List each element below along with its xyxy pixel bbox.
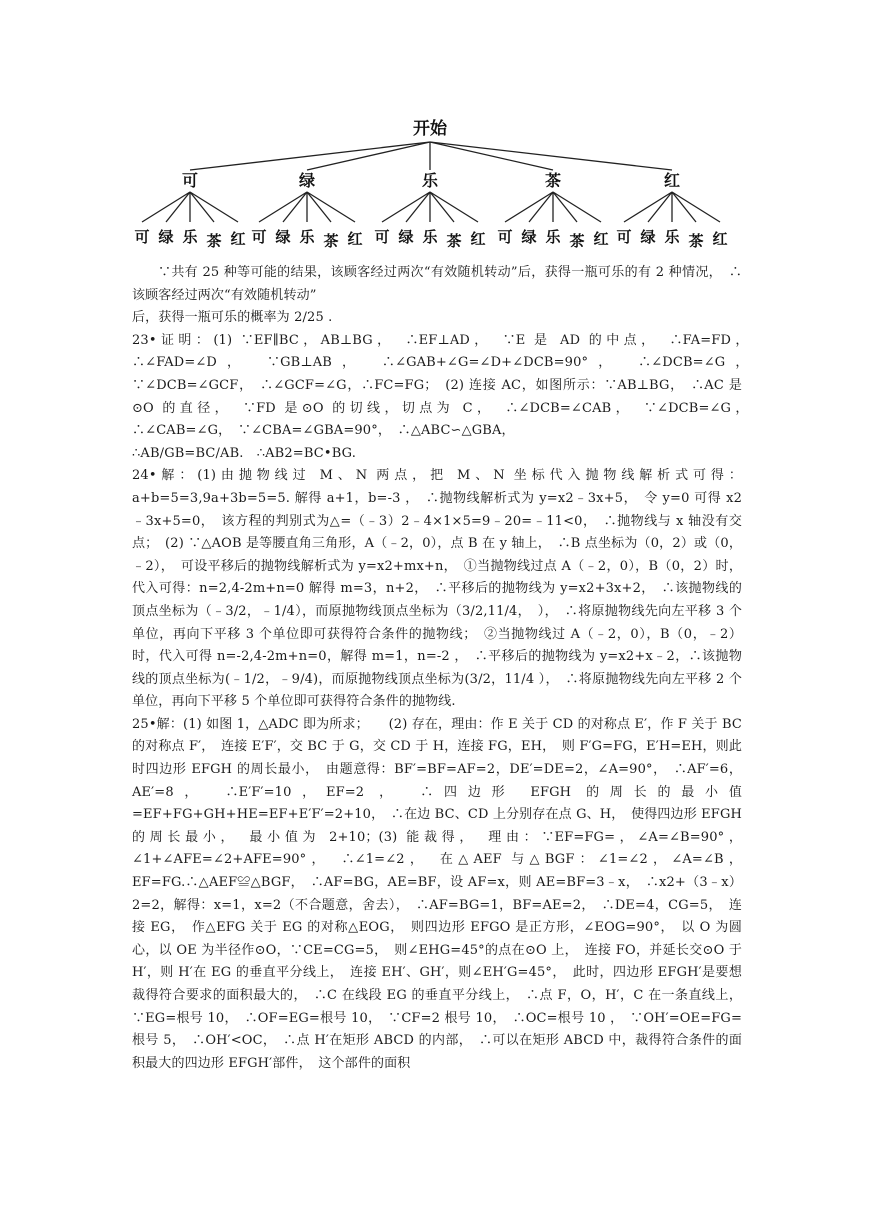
tree-edge — [505, 192, 553, 222]
solution-text — [132, 262, 756, 1075]
tree-leaf-label: 绿 — [398, 228, 414, 246]
tree-edge — [430, 142, 553, 170]
tree-leaf-label: 茶 — [569, 232, 585, 250]
tree-leaf-label: 茶 — [323, 232, 339, 250]
tree-branch-label: 乐 — [421, 171, 439, 190]
tree-root: 开始 — [413, 119, 447, 139]
tree-leaf-label: 乐 — [422, 228, 438, 246]
tree-leaf-label: 红 — [470, 230, 486, 248]
tree-edge — [430, 142, 672, 170]
paragraph-22-probability: 后，获得一瓶可乐的概率为 2/25 . — [132, 310, 333, 326]
tree-edge — [190, 142, 430, 170]
paragraph-24-solution: 24•解：(1)由抛物线过 M、N 两点，把 M、N 坐标代入抛物线解析式可得：a+b=5=3,9a+3b=5=5. 解得 a+1，b=-3 ， ∴抛物线解析式为 y=x2﹣3x+5， 令 y=0 可得 x2﹣3x+5=0， 该方程的判别式为△=（﹣3）2﹣4×1×5=9﹣20=﹣11<0， ∴抛物线与 x 轴没有交点； (2) ∵△AOB 是等腰直角三角形，A（﹣2，0），点 B 在 y 轴上， ∴B 点坐标为（0，2）或（0，﹣2）， 可设平移后的抛物线解析式为 y=x2+mx+n， ①当抛物线过点 A（﹣2，0），B（0，2）时，代入可得：n=2,4-2m+n=0 解得 m=3，n+2， ∴平移后的抛物线为 y=x2+3x+2， ∴该抛物线的顶点坐标为（﹣3/2，﹣1/4），而原抛物线顶点坐标为（3/2,11/4， ）， ∴将原抛物线先向左平移 3 个单位，再向下平移 3 个单位即可获得符合条件的抛物线； ②当抛物线过 A（﹣2，0），B（0，﹣2）时，代入可得 n=-2,4-2m+n=0，解得 m=1，n=-2 ， ∴平移后的抛物线为 y=x2+x﹣2，∴该抛物线的顶点坐标为(﹣1/2，﹣9/4)，而原抛物线顶点坐标为(3/2，11/4 ）， ∴将原抛物线先向左平移 2 个单位，再向下平移 5 个单位即可获得符合条件的抛物线. — [132, 468, 742, 710]
tree-leaf-label: 绿 — [521, 228, 537, 246]
tree-edge — [529, 192, 553, 222]
tree-leaf-label: 绿 — [158, 228, 174, 246]
tree-leaf-label: 可 — [374, 228, 390, 246]
tree-leaf-label: 可 — [616, 228, 632, 246]
tree-leaf-label: 茶 — [688, 232, 704, 250]
tree-leaf-label: 乐 — [664, 228, 680, 246]
tree-leaf-label: 绿 — [275, 228, 291, 246]
tree-edge — [190, 192, 214, 222]
tree-branch-label: 茶 — [544, 171, 562, 190]
tree-leaf-label: 乐 — [182, 228, 198, 246]
tree-leaf-label: 乐 — [299, 228, 315, 246]
tree-leaf-label: 红 — [593, 230, 609, 248]
paragraph-25-solution: 25•解：(1) 如图 1，△ADC 即为所求； (2) 存在，理由：作 E 关于 CD 的对称点 E′，作 F 关于 BC 的对称点 F′， 连接 E′F′，交 BC 于 G，交 CD 于 H，连接 FG，EH， 则 F′G=FG，E′H=EH，则此时四边形 EFGH 的周长最小， 由题意得：BF′=BF=AF=2，DE′=DE=2，∠A=90°， ∴AF′=6，AE′=8， ∴E′F′=10，EF=2 ， ∴四边形 EFGH 的周长的最小值=EF+FG+GH+HE=EF+E′F′=2+10， ∴在边 BC、CD 上分别存在点 G、H， 使得四边形 EFGH 的周长最小， 最小值为 2+10；(3) 能裁得， 理由：∵EF=FG=，∠A=∠B=90°，∠1+∠AFE=∠2+AFE=90°， ∴∠1=∠2， 在△AEF 与△BGF：∠1=∠2，∠A=∠B，EF=FG.∴△AEF≌△BGF， ∴AF=BG，AE=BF，设 AF=x，则 AE=BF=3﹣x， ∴x2+（3﹣x）2=2，解得：x=1，x=2（不合题意，舍去）， ∴AF=BG=1，BF=AE=2， ∴DE=4，CG=5， 连接 EG， 作△EFG 关于 EG 的对称△EOG， 则四边形 EFGO 是正方形，∠EOG=90°， 以 O 为圆心，以 OE 为半径作⊙O，∵CE=CG=5， 则∠EHG=45°的点在⊙O 上， 连接 FO，并延长交⊙O 于 H′，则 H′在 EG 的垂直平分线上， 连接 EH′、GH′，则∠EH′G=45°， 此时，四边形 EFGH′是要想裁得符合要求的面积最大的， ∴C 在线段 EG 的垂直平分线上， ∴点 F，O，H′，C 在一条直线上，∵EG=根号 10， ∴OF=EG=根号 10， ∵CF=2 根号 10， ∴OC=根号 10 ， ∵OH′=OE=FG=根号 5， ∴OH′<OC， ∴点 H′在矩形 ABCD 的内部， ∴可以在矩形 ABCD 中，裁得符合条件的面积最大的四边形 EFGH′部件， 这个部件的面积 — [132, 716, 742, 1071]
tree-edge — [553, 192, 601, 222]
tree-edge — [307, 142, 430, 170]
tree-edge — [624, 192, 672, 222]
tree-branch-label: 绿 — [298, 171, 316, 190]
tree-leaf-label: 可 — [251, 228, 267, 246]
tree-leaf-label: 绿 — [640, 228, 656, 246]
tree-edge — [283, 192, 307, 222]
tree-branch-label: 可 — [181, 171, 199, 190]
tree-edge — [406, 192, 430, 222]
tree-leaf-label: 红 — [712, 230, 728, 248]
tree-leaf-label: 红 — [230, 230, 246, 248]
tree-edge — [382, 192, 430, 222]
tree-edge — [430, 192, 454, 222]
tree-edge — [648, 192, 672, 222]
paragraph-23-proof: 23•证明：(1) ∵EF∥BC，AB⊥BG， ∴EF⊥AD， ∵E 是 AD 的中点， ∴FA=FD， ∴∠FAD=∠D， ∵GB⊥AB， ∴∠GAB+∠G=∠D+∠DCB=90°， ∴∠DCB=∠G， ∵∠DCB=∠GCF， ∴∠GCF=∠G，∴FC=FG； (2) 连接 AC，如图所示：∵AB⊥BG， ∴AC 是⊙O 的直径， ∵FD 是⊙O 的切线，切点为 C， ∴∠DCB=∠CAB， ∵∠DCB=∠G， ∴∠CAB=∠G， ∵∠CBA=∠GBA=90°， ∴△ABC∽△GBA， — [132, 332, 756, 439]
tree-edge — [672, 192, 720, 222]
tree-edge — [142, 192, 190, 222]
tree-edge — [553, 192, 577, 222]
probability-tree-diagram — [125, 110, 745, 255]
tree-edge — [672, 192, 696, 222]
tree-edge — [166, 192, 190, 222]
tree-leaf-label: 茶 — [446, 232, 462, 250]
tree-branch-label: 红 — [663, 171, 681, 190]
tree-edge — [190, 192, 238, 222]
tree-edge — [259, 192, 307, 222]
tree-leaf-label: 可 — [134, 228, 150, 246]
tree-leaf-label: 乐 — [545, 228, 561, 246]
tree-leaf-label: 可 — [497, 228, 513, 246]
tree-edge — [307, 192, 331, 222]
tree-leaf-label: 茶 — [206, 232, 222, 250]
paragraph-23-result: ∴AB/GB=BC/AB. ∴AB2=BC•BG. — [132, 445, 357, 461]
tree-edge — [430, 192, 478, 222]
tree-leaf-label: 红 — [347, 230, 363, 248]
paragraph-22-conclusion: ∵共有 25 种等可能的结果，该顾客经过两次“有效随机转动”后，获得一瓶可乐的有 2 种情况， ∴该顾客经过两次“有效随机转动” — [132, 265, 742, 303]
tree-edge — [307, 192, 355, 222]
